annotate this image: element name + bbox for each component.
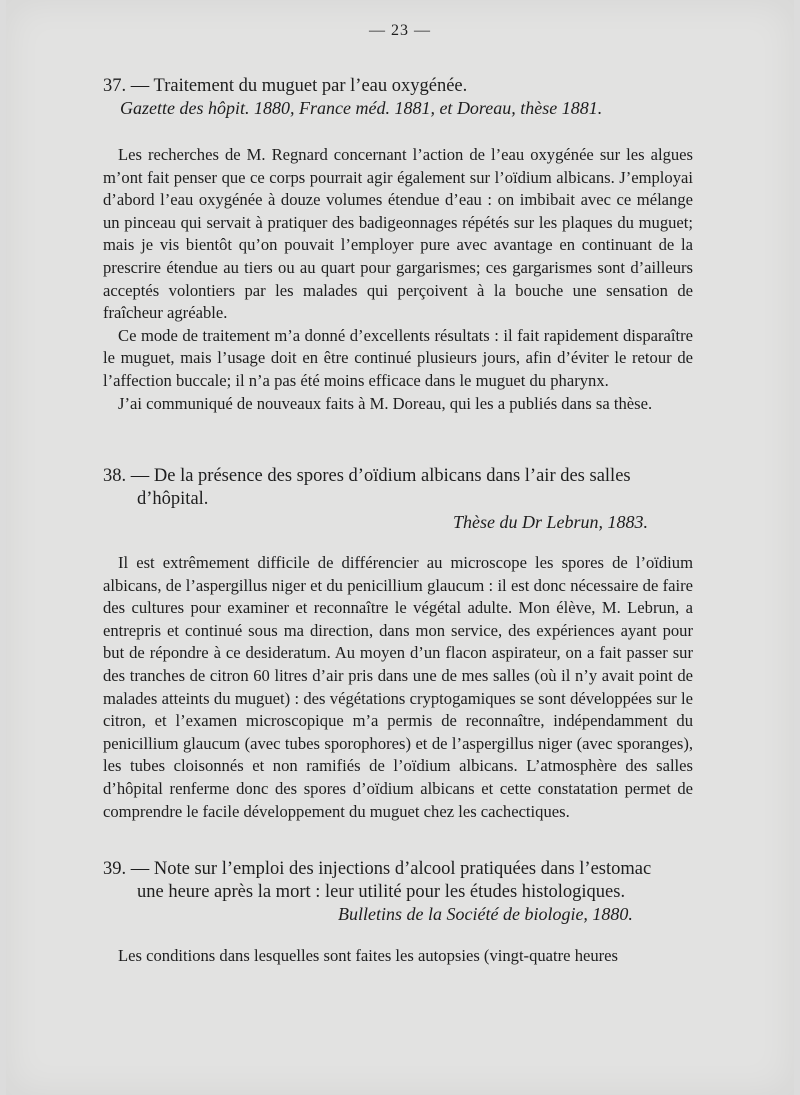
- entry-39-body: [103, 945, 693, 968]
- page-number: — 23 —: [369, 22, 431, 39]
- entry-38-body: [103, 552, 693, 823]
- entry-38-heading-line1: 38. — De la présence des spores d’oïdium albicans dans l’air des salles: [103, 466, 631, 486]
- entry-37-heading: 37. — Traitement du muguet par l’eau oxygénée.: [103, 76, 468, 96]
- entry-39-reference: Bulletins de la Société de biologie, 1880.: [338, 904, 633, 924]
- entry-37-paragraph-1: Les recherches de M. Regnard concernant l’action de l’eau oxygénée sur les algues m’ont fait penser que ce corps pourrait agir également sur l’oïdium albicans. J’employai d’abord l’eau oxygénée à douze volumes étendue d’eau : on imbibait avec ce mélange un pinceau qui servait à pratiquer des badigeonnages répétés sur les plaques du muguet; mais je vis bientôt qu’on pouvait l’employer pure avec avantage en continuant de la prescrire étendue au tiers ou au quart pour gargarismes; ces gargarismes sont d’ailleurs acceptés volontiers par les malades qui perçoivent à la bouche une sensation de fraîcheur agréable.: [103, 145, 693, 323]
- entry-37-paragraph-2: Ce mode de traitement m’a donné d’excellents résultats : il fait rapidement disparaître le muguet, mais l’usage doit en être continué plusieurs jours, afin d’éviter le retour de l’affection buccale; il n’a pas été moins efficace dans le muguet du pharynx.: [103, 325, 693, 390]
- entry-38-heading-line2: d’hôpital.: [137, 489, 209, 509]
- entry-38-paragraph-1: Il est extrêmement difficile de différencier au microscope les spores de l’oïdium albicans, de l’aspergillus niger et du penicillium glaucum : il est donc nécessaire de faire des cultures pour examiner et reconnaître le végétal adulte. Mon élève, M. Lebrun, a entrepris et continué sous ma direction, dans mon service, des expériences ayant pour but de répondre à ce desideratum. Au moyen d’un flacon aspirateur, on a fait passer sur des tranches de citron 60 litres d’air pris dans une de mes salles (où il n’y avait point de malades atteints du muguet) : des végétations cryptogamiques se sont développées sur le citron, et l’examen microscopique m’a permis de reconnaître, indépendamment du penicillium glaucum (avec tubes sporophores) et de l’aspergillus niger (avec sporanges), les tubes cloisonnés et non ramifiés de l’oïdium albicans. L’atmosphère des salles d’hôpital renferme donc des spores d’oïdium albicans et cette constatation permet de comprendre le facile développement du muguet chez les cachectiques.: [103, 553, 693, 821]
- entry-39-heading-line2: une heure après la mort : leur utilité pour les études histologiques.: [137, 882, 626, 902]
- entry-37-body: [103, 144, 693, 415]
- entry-39-heading-line1: 39. — Note sur l’emploi des injections d’alcool pratiquées dans l’estomac: [103, 859, 652, 879]
- entry-37-paragraph-3: J’ai communiqué de nouveaux faits à M. Doreau, qui les a publiés dans sa thèse.: [118, 393, 653, 413]
- entry-39-paragraph-1: Les conditions dans lesquelles sont faites les autopsies (vingt-quatre heures: [118, 946, 619, 965]
- entry-38-reference: Thèse du Dr Lebrun, 1883.: [453, 512, 649, 532]
- entry-37-reference: Gazette des hôpit. 1880, France méd. 1881, et Doreau, thèse 1881.: [120, 98, 603, 118]
